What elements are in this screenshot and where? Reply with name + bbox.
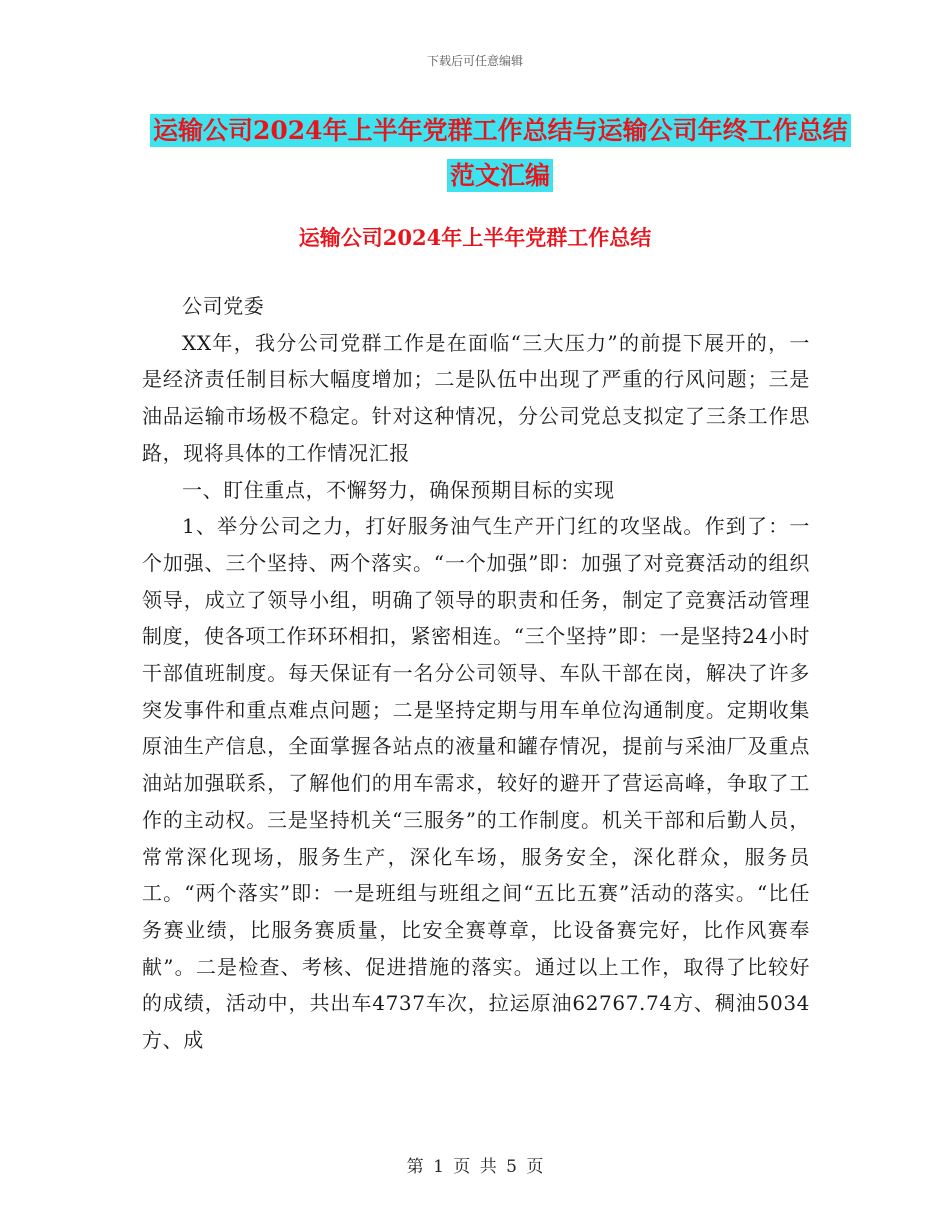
paragraph-addressee: 公司党委 xyxy=(182,294,265,318)
document-body xyxy=(142,288,810,1059)
page-number: 第 1 页 共 5 页 xyxy=(406,1157,544,1177)
paragraph-item-1: 1、举分公司之力，打好服务油气生产开门红的攻坚战。作到了：一个加强、三个坚持、两个落实。“一个加强”即：加强了对竞赛活动的组织领导，成立了领导小组，明确了领导的职责和任务，制定了竞赛活动管理制度，使各项工作环环相扣，紧密相连。“三个坚持”即：一是坚持24小时干部值班制度。每天保证有一名分公司领导、车队干部在岗，解决了许多突发事件和重点难点问题；二是坚持定期与用车单位沟通制度。定期收集原油生产信息，全面掌握各站点的液量和罐存情况，提前与采油厂及重点油站加强联系，了解他们的用车需求，较好的避开了营运高峰，争取了工作的主动权。三是坚持机关“三服务”的工作制度。机关干部和后勤人员，常常深化现场，服务生产，深化车场，服务安全，深化群众，服务员工。“两个落实”即：一是班组与班组之间“五比五赛”活动的落实。“比任务赛业绩，比服务赛质量，比安全赛尊章，比设备赛完好，比作风赛奉献”。二是检查、考核、促进措施的落实。通过以上工作，取得了比较好的成绩，活动中，共出车4737车次，拉运原油62767.74方、稠油5034方、成 xyxy=(142,514,810,1053)
paragraph-intro: XX年，我分公司党群工作是在面临“三大压力”的前提下展开的，一是经济责任制目标大幅度增加；二是队伍中出现了严重的行风问题；三是油品运输市场极不稳定。针对这种情况，分公司党总支拟定了三条工作思路，现将具体的工作情况汇报 xyxy=(142,330,810,465)
header-note: 下载后可任意编辑 xyxy=(426,54,523,68)
paragraph-heading-1: 一、盯住重点，不懈努力，确保预期目标的实现 xyxy=(182,477,615,502)
document-title xyxy=(150,108,850,198)
section-title: 运输公司2024年上半年党群工作总结 xyxy=(298,225,652,250)
document-title-text: 运输公司2024年上半年党群工作总结与运输公司年终工作总结范文汇编 xyxy=(150,114,851,192)
